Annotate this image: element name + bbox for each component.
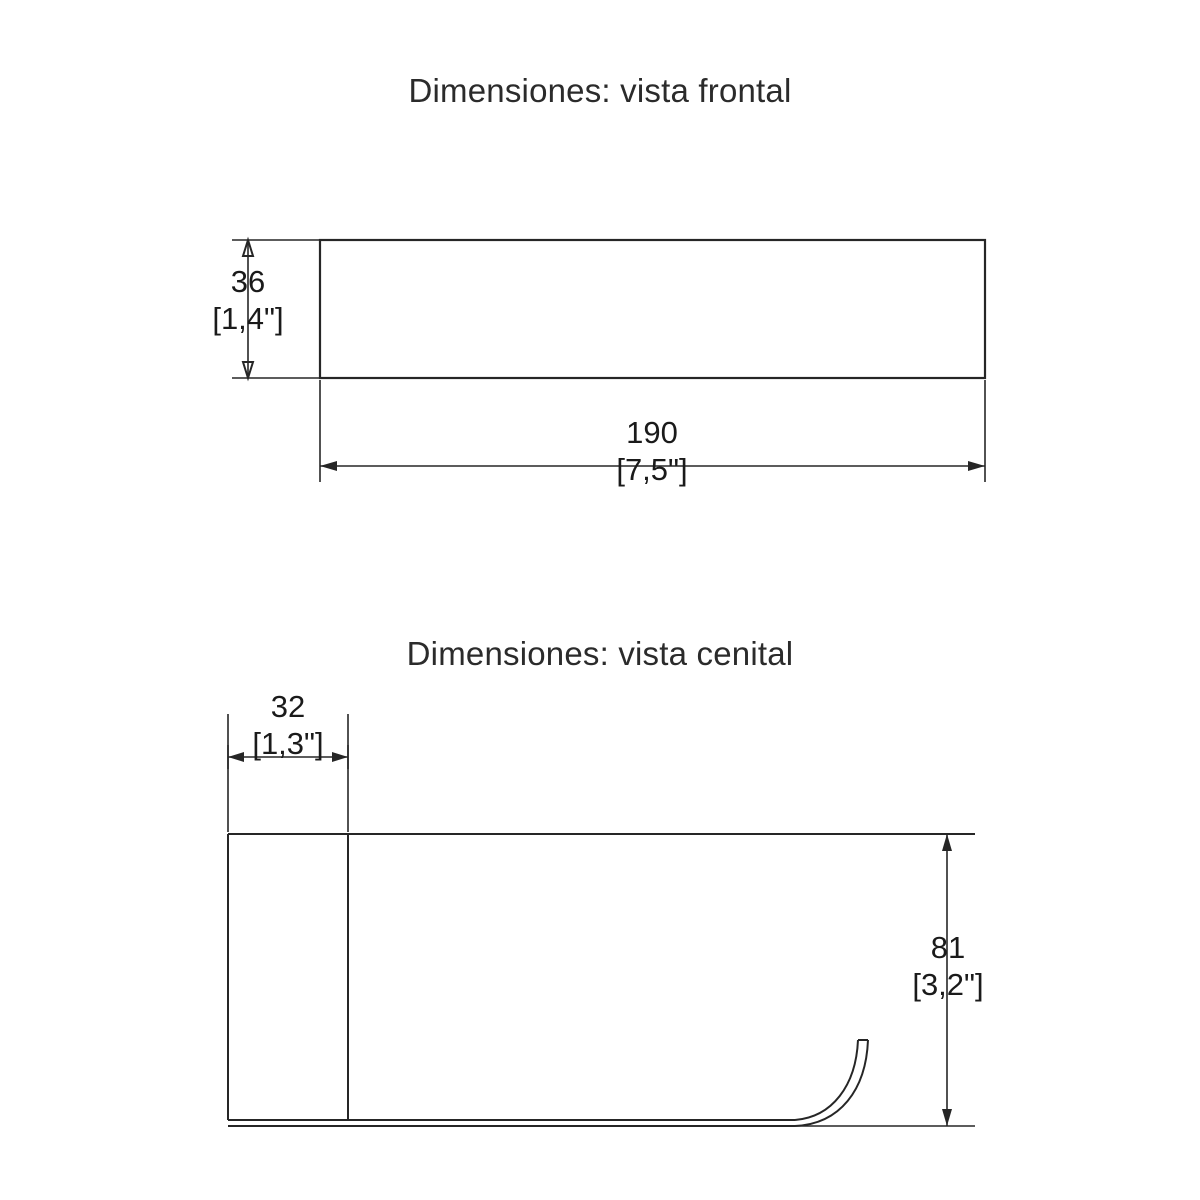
top-length-dimension-label — [878, 930, 1018, 1003]
front-width-arrow-right — [968, 461, 985, 471]
front-width-mm: 190 — [626, 415, 678, 450]
top-depth-inches: [1,3"] — [252, 725, 324, 761]
top-length-inches: [3,2"] — [912, 966, 984, 1002]
top-view-hook-curve-inner — [795, 1040, 858, 1120]
front-view-body — [320, 240, 985, 378]
top-length-mm: 81 — [930, 930, 966, 965]
front-width-dimension-label — [582, 415, 722, 488]
front-width-arrow-left — [320, 461, 337, 471]
front-height-mm: 36 — [230, 264, 266, 299]
top-depth-dimension-label — [218, 689, 358, 762]
top-view-title: Dimensiones: vista cenital — [406, 635, 794, 672]
front-height-inches: [1,4"] — [212, 300, 284, 336]
front-height-dimension-label — [178, 264, 318, 337]
front-view-title: Dimensiones: vista frontal — [408, 72, 792, 109]
top-length-arrow-top — [942, 834, 952, 851]
top-depth-mm: 32 — [270, 689, 306, 724]
front-width-inches: [7,5"] — [616, 451, 688, 487]
top-length-arrow-bottom — [942, 1109, 952, 1126]
